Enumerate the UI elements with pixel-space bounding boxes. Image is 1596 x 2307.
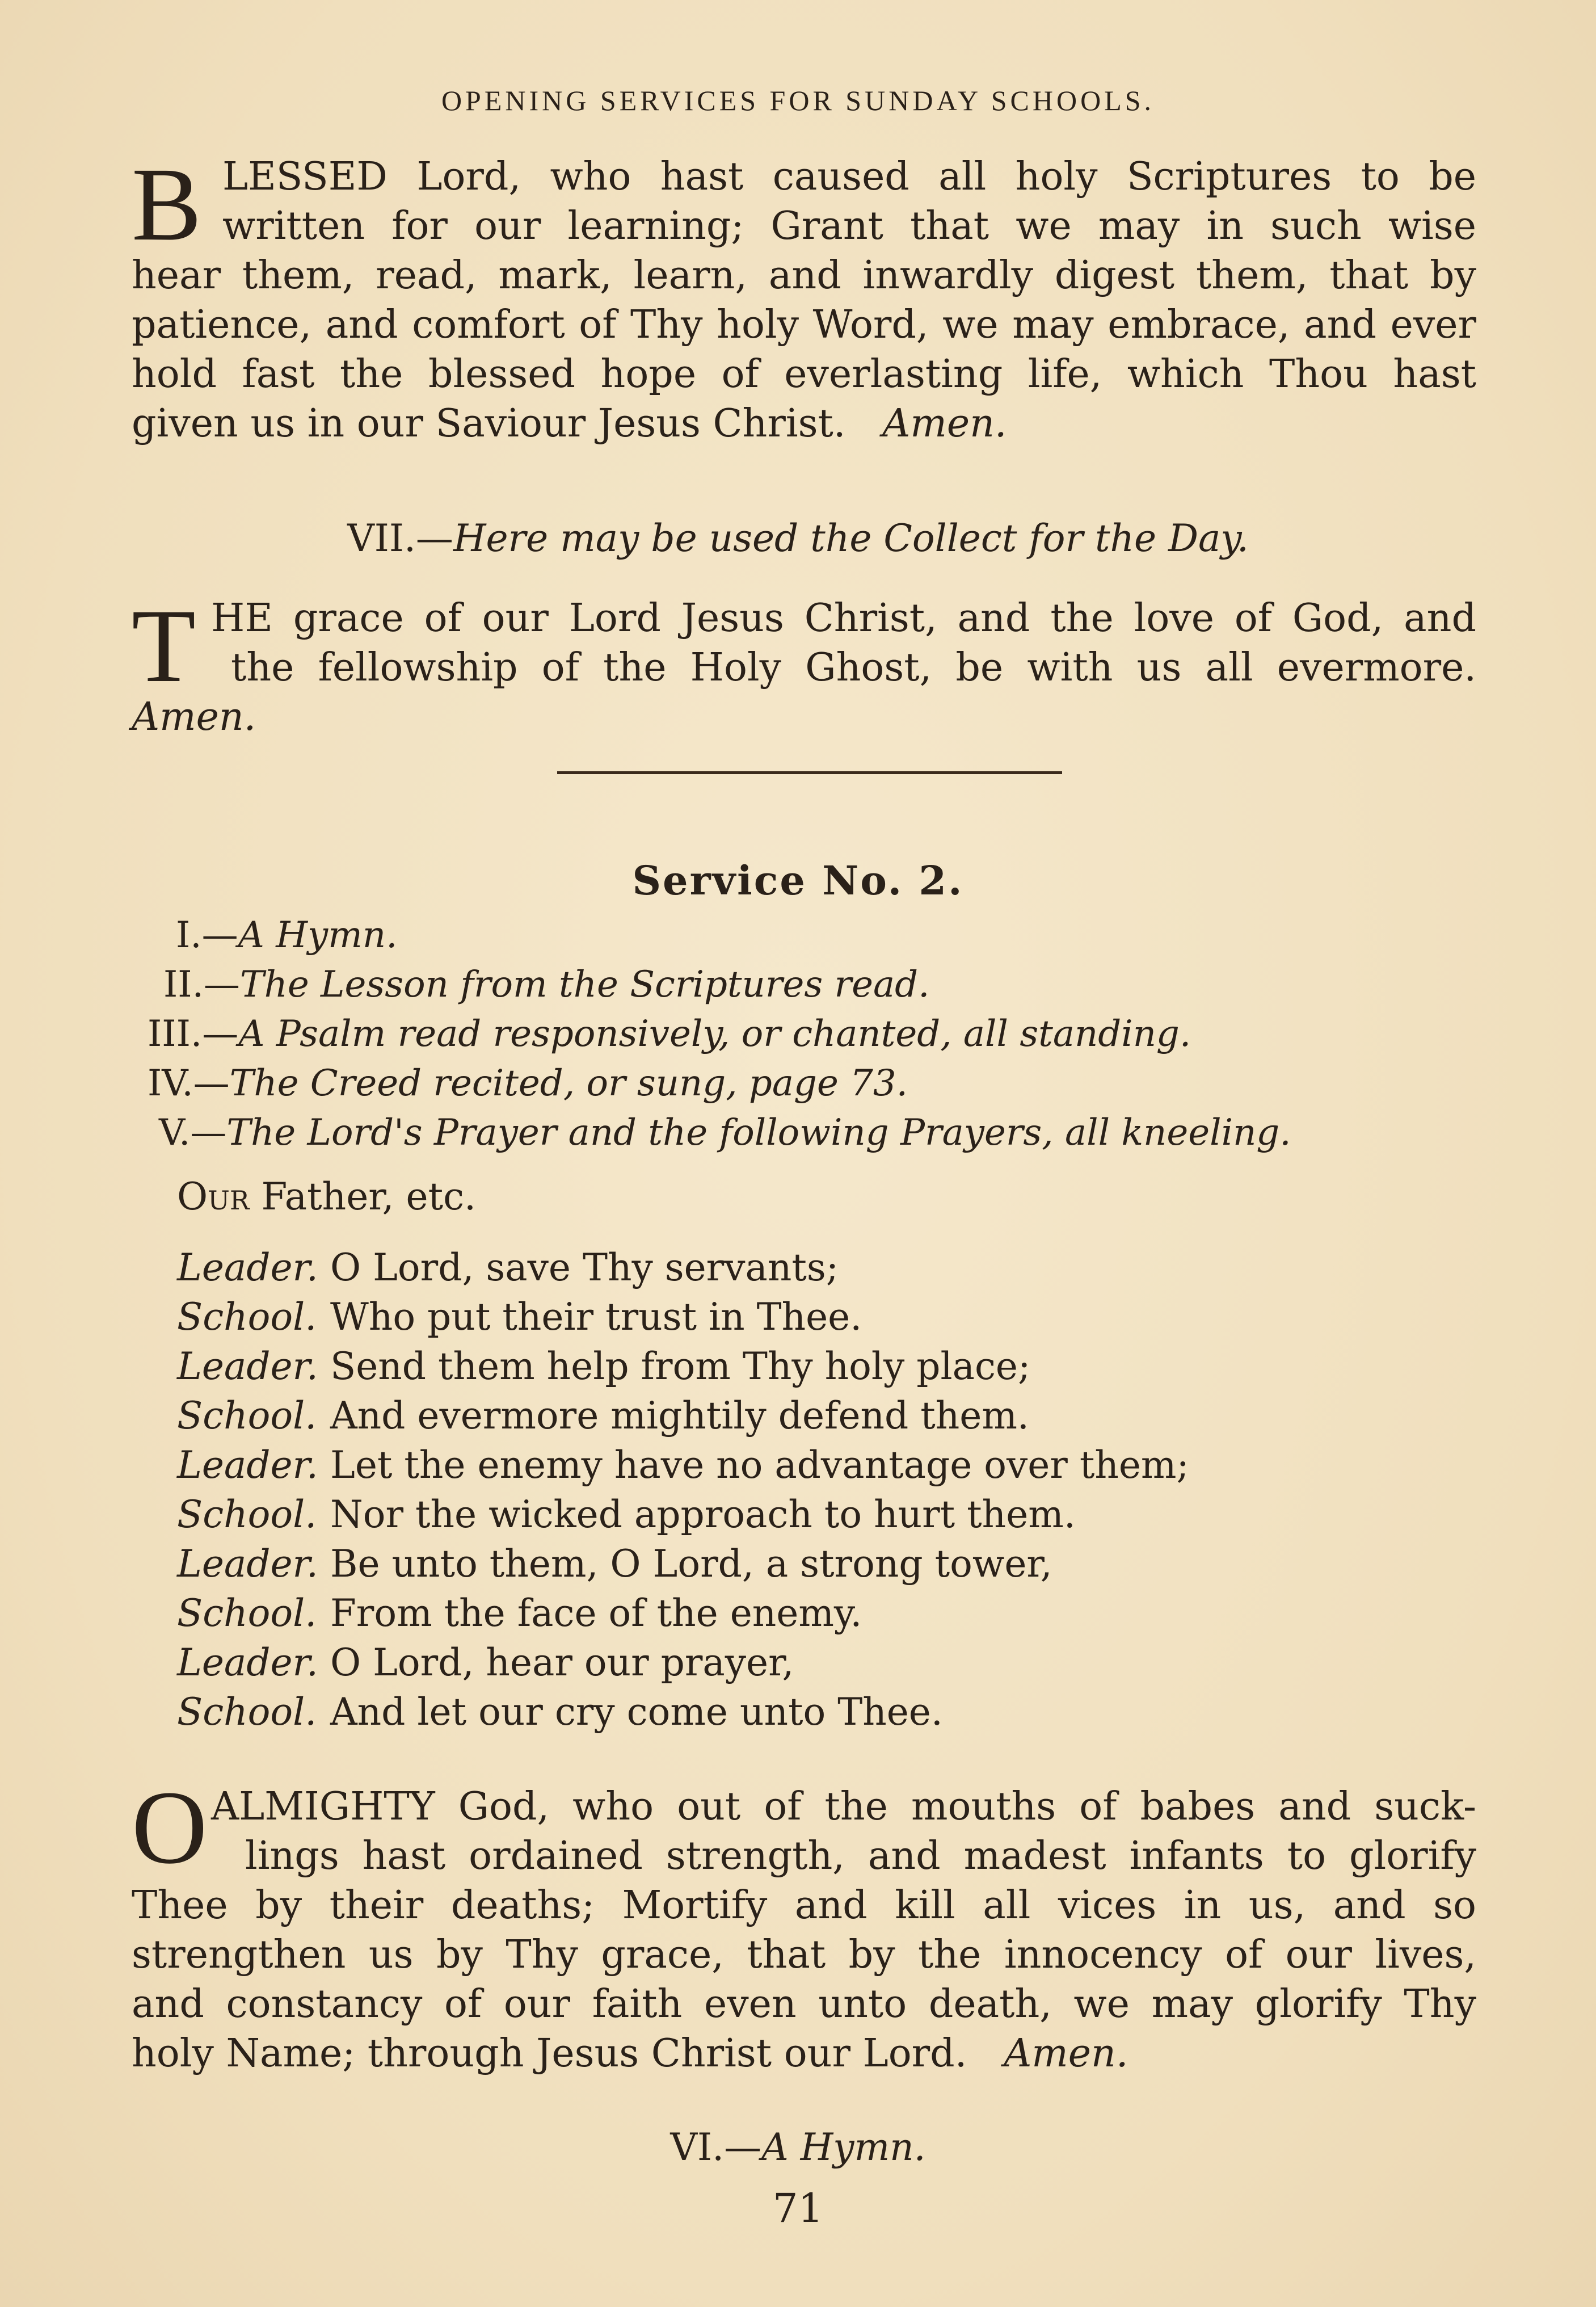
speaker-label: School. xyxy=(177,1295,317,1339)
list-item xyxy=(148,960,1291,1010)
response-row xyxy=(177,1243,1189,1292)
speaker-label: School. xyxy=(177,1493,317,1536)
response-text: And evermore mightily defend them. xyxy=(330,1394,1029,1438)
list-item xyxy=(148,1108,1291,1158)
service-order-list xyxy=(148,911,1291,1158)
drop-cap: B xyxy=(132,146,202,263)
response-text: O Lord, save Thy servants; xyxy=(330,1246,839,1289)
text-line: HE grace of our Lord Jesus Christ, and the love of God, and xyxy=(211,596,1476,641)
item-text: The Creed recited, or sung, page 73. xyxy=(229,1062,908,1104)
speaker-label: Leader. xyxy=(177,1344,318,1388)
response-row xyxy=(177,1391,1189,1440)
item-numeral: IV.— xyxy=(148,1062,230,1104)
amen: Amen. xyxy=(1004,2031,1128,2076)
text-line: hear them, read, mark, learn, and inwardly digest them, that by xyxy=(132,253,1476,298)
text-line: strengthen us by Thy grace, that by the innocency of our lives, xyxy=(132,1932,1476,1977)
amen: Amen. xyxy=(132,695,256,739)
text-line: patience, and comfort of Thy holy Word, we may embrace, and ever xyxy=(132,302,1476,347)
text-line: lings hast ordained strength, and madest infants to glorify xyxy=(245,1834,1476,1879)
rubric-numeral: VI.— xyxy=(670,2125,762,2169)
response-text: O Lord, hear our prayer, xyxy=(330,1641,794,1684)
response-row xyxy=(177,1440,1189,1490)
item-numeral: III.— xyxy=(148,1013,239,1055)
speaker-label: School. xyxy=(177,1394,317,1438)
text-line xyxy=(132,399,1476,448)
item-text: The Lord's Prayer and the following Prayers, all kneeling. xyxy=(226,1112,1291,1154)
list-item xyxy=(148,1010,1291,1059)
our-father-text: Father, etc. xyxy=(249,1175,477,1218)
text-line: Thee by their deaths; Mortify and kill all vices in us, and so xyxy=(132,1883,1476,1928)
list-item xyxy=(148,911,1291,960)
speaker-label: Leader. xyxy=(177,1542,318,1586)
text-line: and constancy of our faith even unto death, we may glorify Thy xyxy=(132,1982,1476,2027)
item-numeral: I.— xyxy=(176,914,238,956)
our-father-line xyxy=(177,1175,476,1218)
response-row xyxy=(177,1490,1189,1539)
response-text: From the face of the enemy. xyxy=(330,1591,862,1635)
speaker-label: Leader. xyxy=(177,1641,318,1684)
response-text: Who put their trust in Thee. xyxy=(330,1295,862,1339)
response-row xyxy=(177,1342,1189,1391)
speaker-label: Leader. xyxy=(177,1246,318,1289)
response-text: Be unto them, O Lord, a strong tower, xyxy=(330,1542,1052,1586)
rubric-text: Here may be used the Collect for the Day. xyxy=(453,516,1249,560)
drop-cap: O xyxy=(132,1770,208,1886)
drop-cap: T xyxy=(132,588,196,704)
our-father-smallcaps: Our xyxy=(177,1175,250,1218)
grace-text xyxy=(132,588,1476,742)
item-numeral: V.— xyxy=(159,1112,227,1154)
item-text: A Hymn. xyxy=(238,914,398,956)
rubric-numeral: VII.— xyxy=(347,516,453,560)
text-line: the fellowship of the Holy Ghost, be with us all evermore. xyxy=(231,645,1476,690)
speaker-label: School. xyxy=(177,1591,317,1635)
list-item xyxy=(148,1059,1291,1108)
item-numeral: II.— xyxy=(163,964,240,1006)
response-row xyxy=(177,1539,1189,1589)
response-row xyxy=(177,1687,1189,1737)
response-row xyxy=(177,1589,1189,1638)
text-line: LESSED Lord, who hast caused all holy Scriptures to be xyxy=(222,154,1476,199)
response-text: And let our cry come unto Thee. xyxy=(330,1690,943,1734)
text-line: hold fast the blessed hope of everlasting life, which Thou hast xyxy=(132,352,1476,397)
section-divider xyxy=(557,771,1062,774)
item-text: A Psalm read responsively, or chanted, all standing. xyxy=(238,1013,1191,1055)
response-text: Nor the wicked approach to hurt them. xyxy=(330,1493,1076,1536)
service-heading: Service No. 2. xyxy=(632,857,964,904)
speaker-label: Leader. xyxy=(177,1443,318,1487)
text-line xyxy=(132,2029,1476,2078)
response-row xyxy=(177,1638,1189,1687)
text-line: written for our learning; Grant that we may in such wise xyxy=(222,204,1476,249)
amen: Amen. xyxy=(882,401,1007,446)
text-line-content: given us in our Saviour Jesus Christ. xyxy=(132,401,846,446)
collect-innocents-text xyxy=(132,1782,1476,2078)
running-head: OPENING SERVICES FOR SUNDAY SCHOOLS. xyxy=(441,85,1155,116)
text-line: ALMIGHTY God, who out of the mouths of babes and suck- xyxy=(211,1784,1476,1829)
rubric-vi xyxy=(0,2125,1596,2169)
response-text: Let the enemy have no advantage over them; xyxy=(330,1443,1189,1487)
responses xyxy=(177,1243,1189,1737)
page-number: 71 xyxy=(772,2185,824,2232)
rubric-text: A Hymn. xyxy=(761,2125,926,2169)
speaker-label: School. xyxy=(177,1690,317,1734)
response-text: Send them help from Thy holy place; xyxy=(330,1344,1031,1388)
collect-scriptures-text xyxy=(132,146,1476,448)
item-text: The Lesson from the Scriptures read. xyxy=(239,964,930,1006)
text-line-content: holy Name; through Jesus Christ our Lord. xyxy=(132,2031,967,2076)
response-row xyxy=(177,1292,1189,1342)
rubric-vii xyxy=(0,516,1596,560)
